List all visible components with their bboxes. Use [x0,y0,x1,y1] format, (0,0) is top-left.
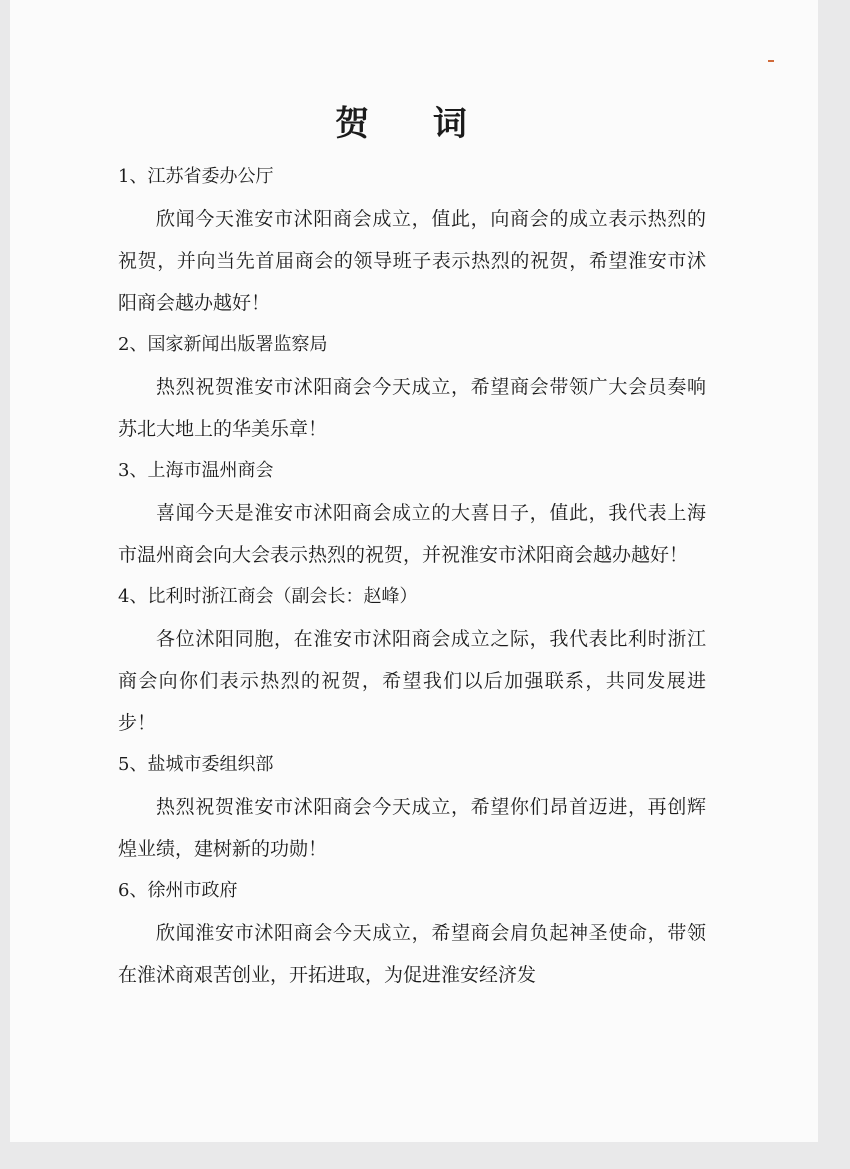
greeting-heading: 3、上海市温州商会 [118,460,274,481]
page-mark [768,60,774,62]
greeting-section [118,744,706,870]
greeting-text: 喜闻今天是淮安市沭阳商会成立的大喜日子，值此，我代表上海市温州商会向大会表示热烈的祝贺，并祝淮安市沭阳商会越办越好！ [118,502,706,566]
greeting-text: 欣闻淮安市沭阳商会今天成立，希望商会肩负起神圣使命，带领在淮沭商艰苦创业，开拓进取，为促进淮安经济发 [118,922,706,986]
greeting-section [118,870,706,996]
greeting-text: 热烈祝贺淮安市沭阳商会今天成立，希望你们昂首迈进，再创辉煌业绩，建树新的功勋！ [118,796,706,860]
greeting-heading: 5、盐城市委组织部 [118,754,274,775]
greeting-heading: 2、国家新闻出版署监察局 [118,334,328,355]
document-page [10,0,818,1142]
greeting-section [118,576,706,744]
greeting-text: 各位沭阳同胞，在淮安市沭阳商会成立之际，我代表比利时浙江商会向你们表示热烈的祝贺，希望我们以后加强联系，共同发展进步！ [118,628,706,734]
greeting-heading: 4、比利时浙江商会（副会长：赵峰） [118,586,418,607]
greeting-text: 热烈祝贺淮安市沭阳商会今天成立，希望商会带领广大会员奏响苏北大地上的华美乐章！ [118,376,706,440]
greeting-section [118,450,706,576]
greeting-section [118,324,706,450]
greeting-text: 欣闻今天淮安市沭阳商会成立，值此，向商会的成立表示热烈的祝贺，并向当先首届商会的领导班子表示热烈的祝贺，希望淮安市沭阳商会越办越好！ [118,208,706,314]
greetings-list [118,156,706,996]
greeting-section [118,156,706,324]
greeting-heading: 6、徐州市政府 [118,880,238,901]
greeting-heading: 1、江苏省委办公厅 [118,166,274,187]
page-title: 贺 词 [335,104,493,144]
